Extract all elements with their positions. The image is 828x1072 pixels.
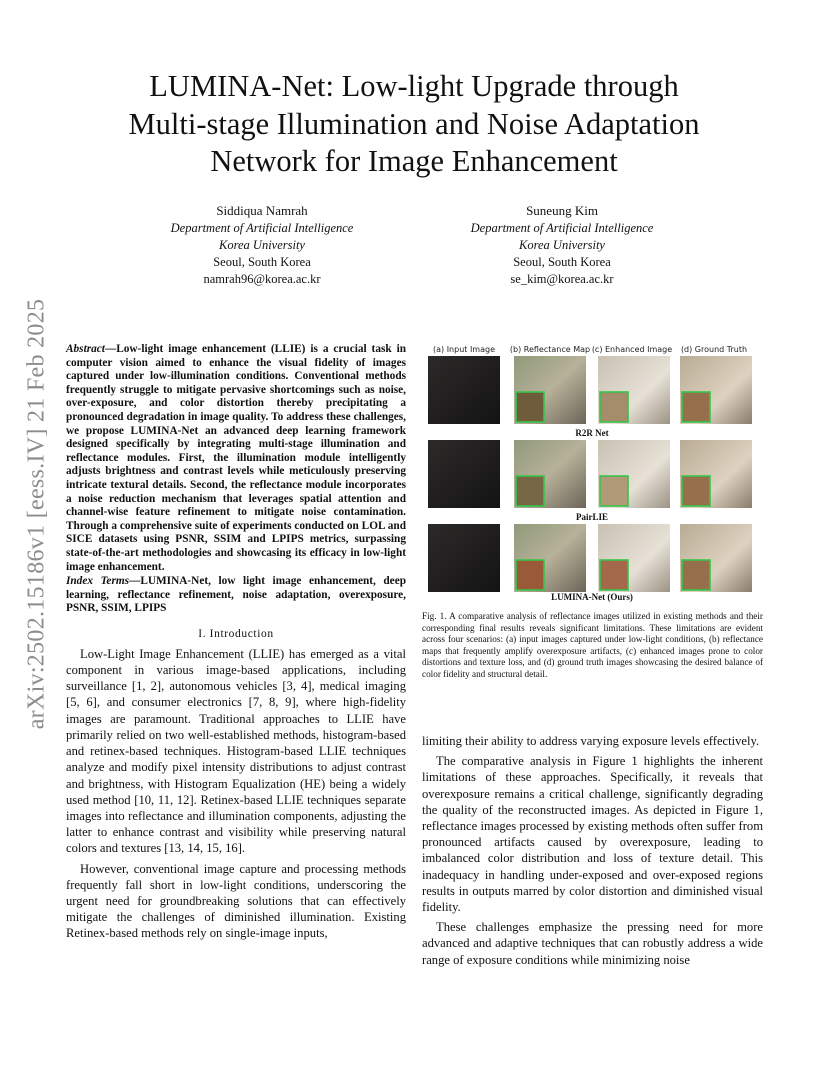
figure-row-r2r: [428, 356, 752, 438]
title-line-2: Multi-stage Illumination and Noise Adaptation: [128, 106, 700, 141]
title-line-3: Network for Image Enhancement: [210, 144, 618, 178]
author-block-1: [112, 202, 412, 288]
zoom-inset-2c: [600, 476, 628, 506]
abstract-label: Abstract: [66, 343, 105, 355]
row-label-pairlie: PairLIE: [575, 512, 609, 522]
intro-paragraph-1: Low-Light Image Enhancement (LLIE) has emerged as a vital component in various image-based applications, including surveillance [1, 2], autonomous vehicles [3, 4], medical imaging [5, 6], and consumer electronics [7, 8, 9], where high-fidelity images are paramount. Traditional approaches to LLIE have primarily relied on two well-established methods, histogram-based and retinex-based techniques. Histogram-based LLIE techniques analyze and modify pixel intensity distributions to adjust contrast and brightness, with Histogram Equalization (HE) being a widely used method [10, 11, 12]. Retinex-based LLIE techniques separate images into reflectance and illumination components, adjusting the latter to enhance contrast and visibility while preserving natural colors and textures [13, 14, 15, 16].: [66, 646, 406, 856]
row-label-lumina: LUMINA-Net (Ours): [551, 592, 633, 602]
left-column: [66, 343, 406, 946]
column-label-c: (c) Enhanced Image: [591, 345, 673, 354]
right-paragraph-2: The comparative analysis in Figure 1 highlights the inherent limitations of these approaches. Specifically, it reveals that overexposure remains a critical challenge, significantly degrading the quality of the reconstructed images. As depicted in Figure 1, reflectance images processed by existing methods often suffer from pronounced artifacts caused by overexposure, leading to imbalanced color distribution and loss of texture detail. This inadequacy in handling under-exposed and over-exposed regions results in outputs marred by color distortion and diminished visual fidelity.: [422, 754, 763, 915]
right-column: [422, 733, 763, 972]
index-terms: [66, 575, 406, 616]
intro-paragraph-2: However, conventional image capture and processing methods frequently fall short in low-light conditions, underscoring the urgent need for groundbreaking solutions that can effectively mitigate the challenges of diminished illumination. Existing Retinex-based methods rely on single-image inputs,: [66, 861, 406, 941]
figure-row-lumina: [428, 524, 752, 602]
arxiv-identifier: [14, 284, 60, 744]
index-terms-label: Index Terms: [66, 575, 130, 588]
zoom-inset-1c: [600, 392, 628, 422]
abstract-text: —Low-light image enhancement (LLIE) is a crucial task in computer vision aimed to enhance the visual fidelity of images captured under low-illumination conditions. Conventional methods frequently struggle to mitigate pervasive shortcomings such as noise, over-exposure, and color distortion thereby precipitating a pronounced degradation in image quality. To address these challenges, we propose LUMINA-Net an advanced deep learning framework designed specifically by integrating multi-stage illumination and reflectance modules. First, the illumination module intelligently adjusts brightness and contrast levels while meticulously preserving intricate textural details. Second, the reflectance module incorporates a noise reduction mechanism that leverages spatial attention and channel-wise feature refinement to mitigate noise contamination. Through a comprehensive suite of experiments conducted on LOL and SICE datasets using PSNR, SSIM and LPIPS metrics, surpassing state-of-the-art methodologies and showcasing its efficacy in low-light image enhancement.: [66, 343, 406, 573]
column-label-b: (b) Reflectance Map: [509, 345, 591, 354]
row-label-r2r: R2R Net: [575, 428, 609, 438]
author-name: Siddiqua Namrah: [216, 203, 308, 218]
zoom-inset-1b: [516, 392, 544, 422]
column-label-a: (a) Input Image: [433, 345, 495, 354]
section-heading-introduction: I. Introduction: [198, 627, 274, 640]
author-location: Seoul, South Korea: [213, 255, 311, 269]
author-department: Department of Artificial Intelligence: [170, 221, 354, 235]
author-department: Department of Artificial Intelligence: [470, 221, 654, 235]
paper-title: [60, 68, 768, 181]
figure-1: [428, 342, 756, 604]
author-university: Korea University: [219, 238, 305, 252]
column-label-d: (d) Ground Truth: [680, 345, 748, 354]
author-email: se_kim@korea.ac.kr: [510, 272, 614, 286]
zoom-inset-1d: [682, 392, 710, 422]
author-block-2: [412, 202, 712, 288]
figure-1-caption: Fig. 1. A comparative analysis of reflectance images utilized in existing methods and their corresponding final results reveals significant limitations. These limitations are evident across four scenarios: (a) input images captured under low-light conditions, (b) reflectance maps that frequently amplify overexposure artifacts, (c) enhanced images prone to color distortions and texture loss, and (d) ground truth images showcasing the desired balance of color fidelity and structural detail.: [422, 611, 763, 679]
right-paragraph-3: These challenges emphasize the pressing need for more advanced and adaptive techniques that can robustly address a wide range of exposure conditions while minimizing noise: [422, 920, 763, 967]
author-location: Seoul, South Korea: [513, 255, 611, 269]
zoom-inset-2d: [682, 476, 710, 506]
zoom-inset-3b: [516, 560, 544, 590]
author-university: Korea University: [519, 238, 605, 252]
input-image-3: [428, 524, 500, 592]
zoom-inset-3d: [682, 560, 710, 590]
zoom-inset-2b: [516, 476, 544, 506]
right-paragraph-1: limiting their ability to address varying exposure levels effectively.: [422, 734, 760, 748]
input-image-1: [428, 356, 500, 424]
input-image-2: [428, 440, 500, 508]
zoom-inset-3c: [600, 560, 628, 590]
title-line-1: LUMINA-Net: Low-light Upgrade through: [149, 69, 679, 103]
abstract: [66, 343, 406, 574]
figure-row-pairlie: [428, 440, 752, 522]
arxiv-id-text: arXiv:2502.15186v1 [eess.IV] 21 Feb 2025: [23, 298, 50, 730]
figure-1-graphic: [428, 342, 756, 604]
author-name: Suneung Kim: [526, 203, 598, 218]
author-email: namrah96@korea.ac.kr: [203, 272, 321, 286]
index-terms-text: —LUMINA-Net, low light image enhancement, deep learning, reflectance refinement, noise adaptation, overexposure, PSNR, SSIM, LPIPS: [66, 575, 406, 615]
